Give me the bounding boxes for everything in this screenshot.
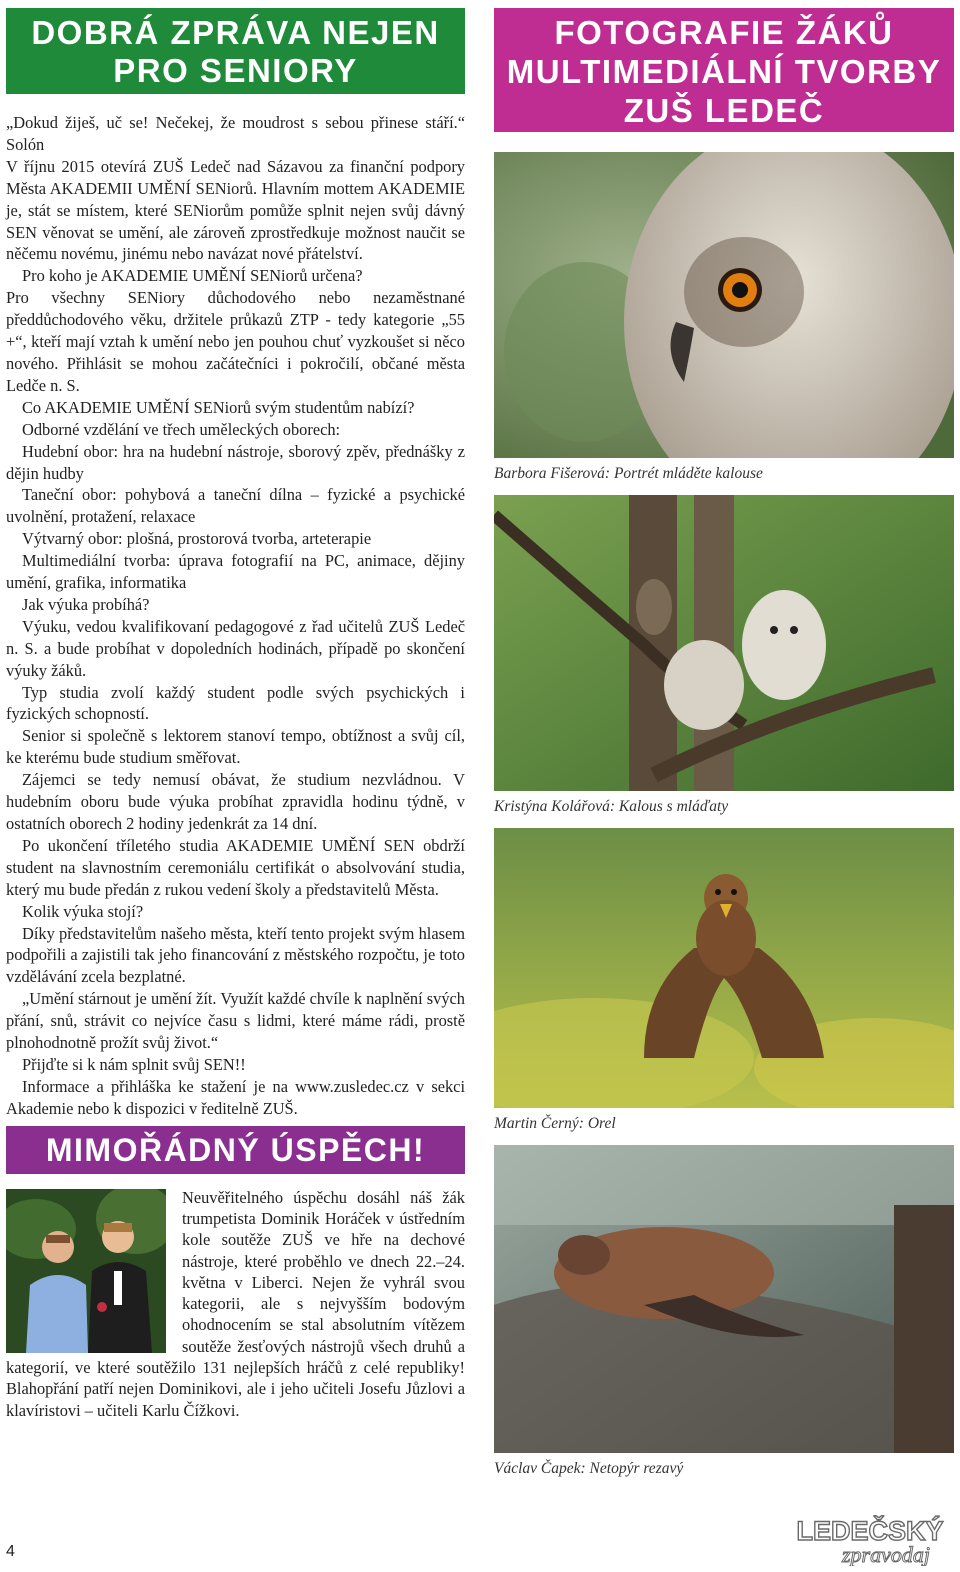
owl-chicks-photo (494, 495, 954, 791)
student-photo (6, 1189, 166, 1353)
paragraph: Jak výuka probíhá? (22, 594, 150, 614)
paragraph: Hudební obor: hra na hudební nástroje, sborový zpěv, přednášky z dějin hudby (6, 441, 465, 483)
success-section (6, 1126, 465, 1421)
logo-bottom-text: zpravodaj (842, 1542, 930, 1566)
paragraph: Výtvarný obor: plošná, prostorová tvorba, arteterapie (22, 529, 372, 549)
paragraph: Výuku, vedou kvalifikovaní pedagogové z řad učitelů ZUŠ Ledeč n. S. a bude probíhat v dopoledních hodinách, případě po skončení výuky žáků. (6, 616, 465, 680)
page-number: 4 (6, 1543, 15, 1560)
owlet-photo (494, 152, 954, 458)
article-heading: DOBRÁ ZPRÁVA NEJEN PRO SENIORY (6, 8, 465, 94)
paragraph: Díky představitelům našeho města, kteří tento projekt svým hlasem podpořili a zajistili tak jeho financování z městského rozpočtu, je toto vzdělávání zcela bezplatné. (6, 923, 465, 987)
paragraph: Po ukončení tříletého studia AKADEMIE UMĚNÍ SEN obdrží student na slavnostním ceremoniálu certifikát o absolvování studia, který mu bude předán z rukou vedení školy a představitelů Města. (6, 835, 465, 899)
gallery-heading: FOTOGRAFIE ŽÁKŮ MULTIMEDIÁLNÍ TVORBY ZUŠ LEDEČ (494, 8, 954, 132)
success-heading: MIMOŘÁDNÝ ÚSPĚCH! (6, 1126, 465, 1174)
magazine-logo (786, 1514, 954, 1566)
paragraph: Typ studia zvolí každý student podle svých psychických i fyzických schopností. (6, 682, 465, 724)
photo-caption: Barbora Fišerová: Portrét mláděte kalouse (494, 465, 763, 482)
eagle-photo (494, 828, 954, 1108)
paragraph: Kolik výuka stojí? (22, 901, 144, 921)
photo-caption: Václav Čapek: Netopýr rezavý (494, 1460, 684, 1477)
success-text: Neuvěřitelného úspěchu dosáhl náš žák trumpetista Dominik Horáček v ústředním kole soutěže ZUŠ ve hře na dechové nástroje, které proběhlo ve dnech 22.–24. května v Liberci. Nejen že vyhrál svou kategorii, ale s nejvyšším bodovým ohodnocením se stal absolutním vítězem soutěže žesťových nástrojů všech druhů a kategorií, ve které soutěžilo 131 nejlepších hráčů z celé republiky! Blahopřání patří nejen Dominikovi, ale i jeho učiteli Josefu Jůzlovi a klavíristovi – učiteli Karlu Čížkovi. (6, 1187, 465, 1420)
left-column (6, 8, 465, 1421)
paragraph: Senior si společně s lektorem stanoví tempo, obtížnost a svůj cíl, ke kterému bude studium směřovat. (6, 726, 465, 768)
photo-caption: Martin Černý: Orel (494, 1115, 616, 1132)
paragraph: Přijďte si k nám splnit svůj SEN!! (22, 1054, 246, 1074)
paragraph: Pro všechny SENiory důchodového nebo nezaměstnané předdůchodového věku, držitele průkazů ZTP - tedy kategorie „55 +“, kteří mají vztah k umění nebo jen pouhou chuť vyzkoušet si něco nového. Přihlásit se mohou začátečníci i pokročilí, občané města Ledče n. S. (6, 288, 465, 395)
success-body (6, 1187, 465, 1421)
paragraph: Informace a přihláška ke stažení je na www.zusledec.cz v sekci Akademie nebo k dispozici v ředitelně ZUŠ. (6, 1076, 465, 1118)
paragraph: Taneční obor: pohybová a taneční dílna – fyzické a psychické uvolnění, protažení, relaxace (6, 485, 465, 527)
paragraph: V říjnu 2015 otevírá ZUŠ Ledeč nad Sázavou za finanční podpory Města AKADEMII UMĚNÍ SENiorů. Hlavním mottem AKADEMIE je, stát se místem, které SENiorům pomůže splnit nejen svůj dávný SEN věnovat se umění, ale zároveň zprostředkuje možnost naučit se něčemu novému, jinému nebo navázat nové přátelství. (6, 156, 465, 264)
paragraph: Odborné vzdělání ve třech uměleckých oborech: (22, 419, 341, 439)
paragraph: Pro koho je AKADEMIE UMĚNÍ SENiorů určena? (22, 266, 363, 286)
bat-photo (494, 1145, 954, 1453)
paragraph: Co AKADEMIE UMĚNÍ SENiorů svým studentům nabízí? (22, 397, 415, 417)
photo-caption: Kristýna Kolářová: Kalous s mláďaty (494, 798, 729, 815)
right-column (494, 8, 954, 1490)
logo-top-text: LEDEČSKÝ (796, 1516, 944, 1546)
paragraph: „Dokud žiješ, uč se! Nečekej, že moudrost s sebou přinese stáří.“ Solón (6, 113, 465, 154)
paragraph: Multimediální tvorba: úprava fotografií na PC, animace, dějiny umění, grafika, informatika (6, 551, 465, 593)
paragraph: Zájemci se tedy nemusí obávat, že studium nezvládnou. V hudebním oboru bude výuka probíhat zpravidla hodinu týdně, v ostatních oborech 2 hodiny jedenkrát za 14 dní. (6, 770, 465, 833)
article-body (6, 112, 465, 1120)
paragraph: „Umění stárnout je umění žít. Využít každé chvíle k naplnění svých přání, snů, strávit co nejvíce času s lidmi, které máme rádi, prostě plnohodnotně prožít svůj život.“ (6, 989, 465, 1053)
